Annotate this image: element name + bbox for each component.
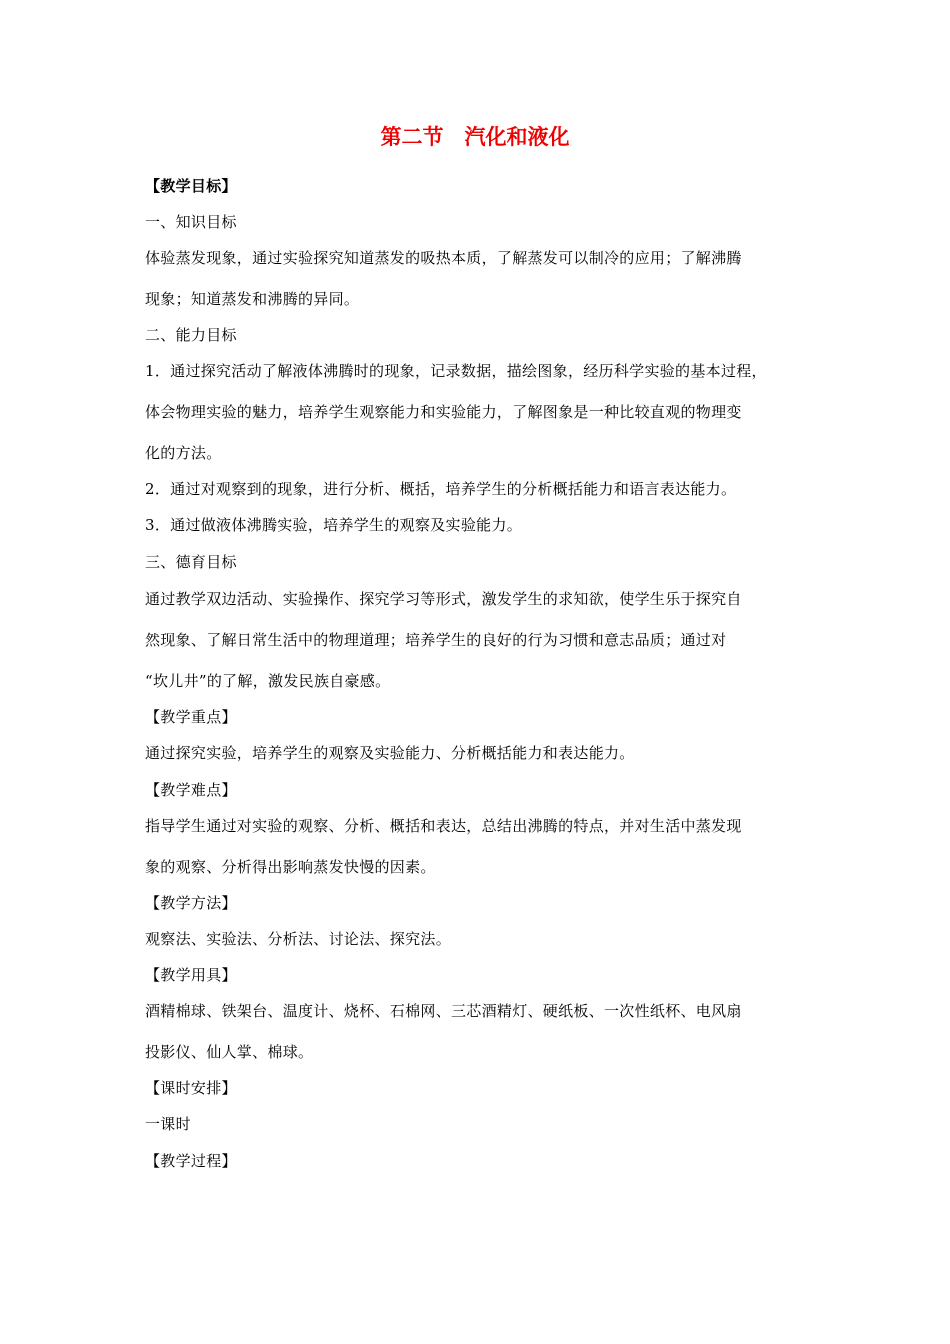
- section-heading-process: 【教学过程】: [145, 1152, 237, 1170]
- section-heading-key-points: 【教学重点】: [145, 708, 237, 726]
- paragraph-line: 然现象、了解日常生活中的物理道理；培养学生的良好的行为习惯和意志品质；通过对: [145, 631, 727, 649]
- paragraph-line: 一课时: [145, 1115, 191, 1133]
- subheading-moral: 三、德育目标: [145, 553, 237, 571]
- paragraph-line: 观察法、实验法、分析法、讨论法、探究法。: [145, 930, 452, 948]
- section-heading-tools: 【教学用具】: [145, 966, 237, 984]
- section-heading-difficulties: 【教学难点】: [145, 781, 237, 799]
- paragraph-line: 3．通过做液体沸腾实验，培养学生的观察及实验能力。: [145, 516, 523, 534]
- paragraph-line: 体验蒸发现象，通过实验探究知道蒸发的吸热本质，了解蒸发可以制冷的应用；了解沸腾: [145, 249, 742, 267]
- paragraph-line: 象的观察、分析得出影响蒸发快慢的因素。: [145, 858, 436, 876]
- subheading-knowledge: 一、知识目标: [145, 213, 237, 231]
- paragraph-line: 体会物理实验的魅力，培养学生观察能力和实验能力，了解图象是一种比较直观的物理变: [145, 403, 742, 421]
- paragraph-line: 投影仪、仙人掌、棉球。: [145, 1043, 314, 1061]
- paragraph-line: “坎儿井”的了解，激发民族自豪感。: [145, 672, 391, 690]
- section-heading-objectives: 【教学目标】: [145, 177, 237, 195]
- paragraph-line: 现象；知道蒸发和沸腾的异同。: [145, 290, 360, 308]
- paragraph-line: 2．通过对观察到的现象，进行分析、概括，培养学生的分析概括能力和语言表达能力。: [145, 480, 737, 498]
- paragraph-line: 酒精棉球、铁架台、温度计、烧杯、石棉网、三芯酒精灯、硬纸板、一次性纸杯、电风扇: [145, 1002, 742, 1020]
- paragraph-line: 指导学生通过对实验的观察、分析、概括和表达，总结出沸腾的特点，并对生活中蒸发现: [145, 817, 742, 835]
- section-heading-schedule: 【课时安排】: [145, 1079, 237, 1097]
- paragraph-line: 1．通过探究活动了解液体沸腾时的现象，记录数据，描绘图象，经历科学实验的基本过程，: [145, 362, 767, 380]
- section-heading-methods: 【教学方法】: [145, 894, 237, 912]
- paragraph-line: 通过探究实验，培养学生的观察及实验能力、分析概括能力和表达能力。: [145, 744, 635, 762]
- paragraph-line: 通过教学双边活动、实验操作、探究学习等形式，激发学生的求知欲，使学生乐于探究自: [145, 590, 742, 608]
- subheading-ability: 二、能力目标: [145, 326, 237, 344]
- page-title: 第二节 汽化和液化: [380, 124, 570, 149]
- paragraph-line: 化的方法。: [145, 444, 222, 462]
